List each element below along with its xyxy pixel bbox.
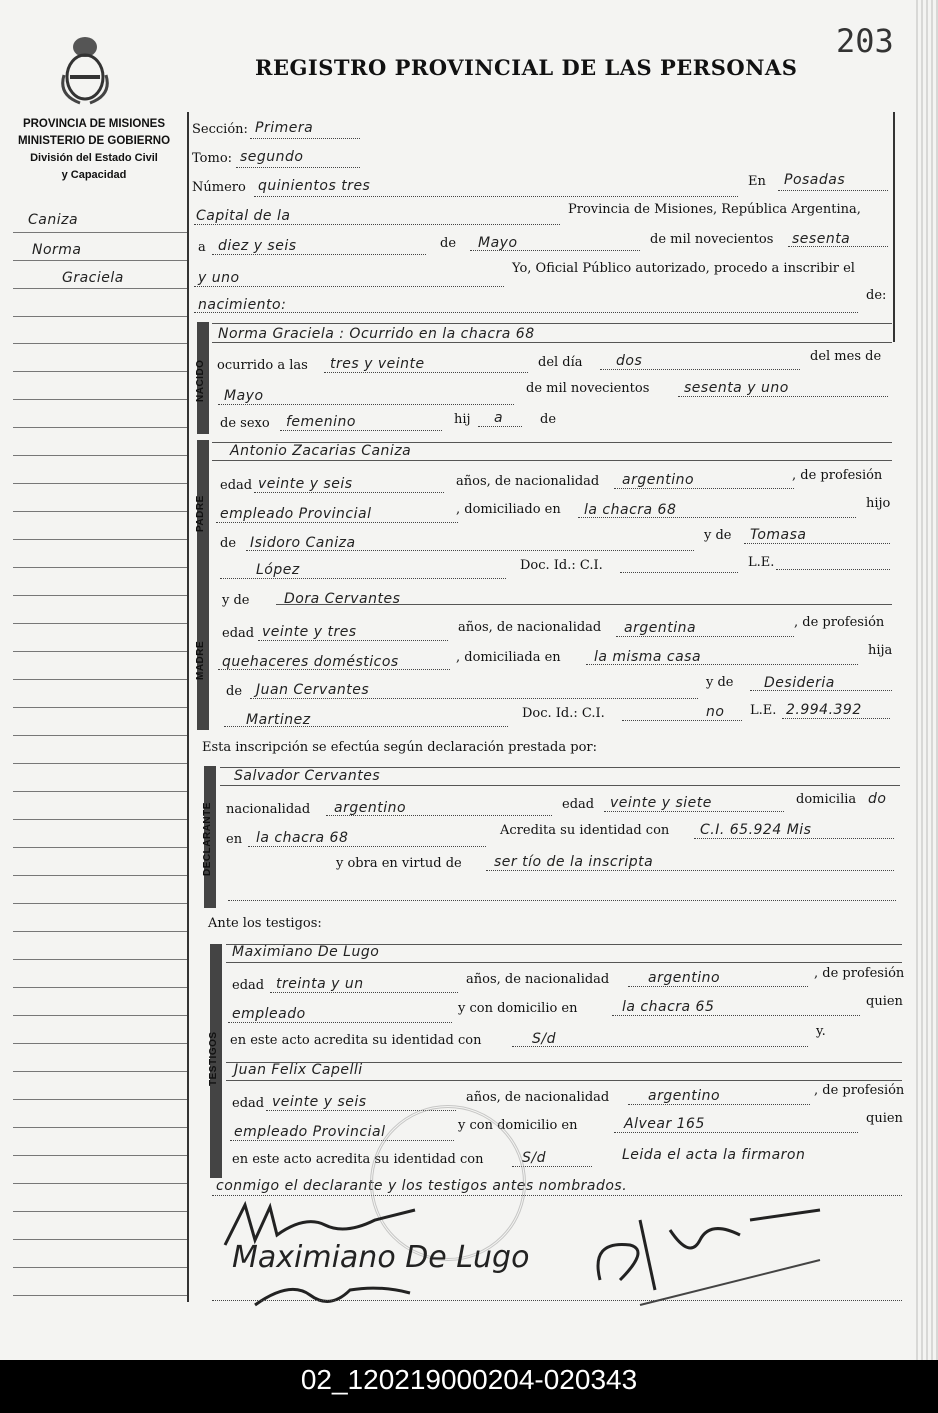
padre-doc-label: Doc. Id.: C.I. xyxy=(520,558,603,573)
t1-acredita: S/d xyxy=(532,1031,556,1047)
page-edge xyxy=(916,0,938,1360)
madre-madre-de: Desideria xyxy=(764,675,835,691)
t2-dom: Alvear 165 xyxy=(624,1116,705,1132)
t2-prof-label: , de profesión xyxy=(814,1083,905,1098)
seccion-label: Sección: xyxy=(192,122,248,137)
madre-padre-de: Juan Cervantes xyxy=(256,682,370,698)
t2-acredita: S/d xyxy=(522,1150,546,1166)
padre-prof: empleado Provincial xyxy=(220,506,372,522)
mil-label: de mil novecientos xyxy=(650,232,774,247)
madre-doc-label: Doc. Id.: C.I. xyxy=(522,706,605,721)
hija-label: hija xyxy=(868,643,893,658)
t1-nombre: Maximiano De Lugo xyxy=(232,944,380,960)
anio-a-value: sesenta xyxy=(792,231,851,247)
del-dia-label: del día xyxy=(538,355,583,370)
padre-nac-label: años, de nacionalidad xyxy=(456,474,600,489)
t2-edad-label: edad xyxy=(232,1096,265,1111)
padre-prof-label: , de profesión xyxy=(792,468,883,483)
nacido-label: NACIDO xyxy=(195,359,206,402)
padre-padre-de: Isidoro Caniza xyxy=(250,535,356,551)
de-colon-label: de: xyxy=(866,288,887,303)
cierre-text: conmigo el declarante y los testigos antes nombrados. xyxy=(216,1178,628,1194)
padre-madre-de2: López xyxy=(256,562,300,578)
declarante-nombre: Salvador Cervantes xyxy=(234,768,381,784)
madre-madre-de2: Martinez xyxy=(246,712,311,728)
ministry-line: MINISTERIO DE GOBIERNO xyxy=(17,135,171,147)
margin-note-name: Norma xyxy=(32,242,82,258)
t1-quien-label: quien xyxy=(866,994,903,1009)
padre-edad-label: edad xyxy=(220,478,253,493)
t1-edad-label: edad xyxy=(232,978,265,993)
t1-prof-label: , de profesión xyxy=(814,966,905,981)
t2-prof: empleado Provincial xyxy=(234,1124,386,1140)
declarante-edad-label: edad xyxy=(562,797,595,812)
padre-nac: argentino xyxy=(622,472,695,488)
padre-le-label: L.E. xyxy=(748,555,775,570)
madre-label: MADRE xyxy=(195,640,206,680)
t2-nac: argentino xyxy=(648,1088,721,1104)
right-border xyxy=(893,112,895,342)
image-caption: 02_120219000204-020343 xyxy=(300,1364,638,1395)
declarante-en: la chacra 68 xyxy=(256,830,349,846)
t1-acredita-label: en este acto acredita su identidad con xyxy=(230,1033,482,1048)
madre-dom-label: , domiciliada en xyxy=(456,650,561,665)
de-label: de xyxy=(440,236,457,251)
nacido-nombre: Norma Graciela : Ocurrido en la chacra 68 xyxy=(218,326,535,342)
declarante-acredita-label: Acredita su identidad con xyxy=(500,823,670,838)
mes-value: Mayo xyxy=(478,235,518,251)
anio-b-value: y uno xyxy=(198,270,240,286)
declarante-nac: argentino xyxy=(334,800,407,816)
t1-dom: la chacra 65 xyxy=(622,999,715,1015)
seccion-value: Primera xyxy=(255,120,314,136)
hora-value: tres y veinte xyxy=(330,356,425,372)
t1-nac-label: años, de nacionalidad xyxy=(466,972,610,987)
signature-testigo2 xyxy=(250,1275,420,1315)
sexo-label: de sexo xyxy=(220,416,270,431)
hij-label: hij xyxy=(454,412,471,427)
nacido-de-label: de xyxy=(540,412,557,427)
t2-nac-label: años, de nacionalidad xyxy=(466,1090,610,1105)
ministry-line: PROVINCIA DE MISIONES xyxy=(22,118,166,130)
t2-acredita-label: en este acto acredita su identidad con xyxy=(232,1152,484,1167)
signature-testigo: Maximiano De Lugo xyxy=(232,1240,530,1275)
declarante-edad: veinte y siete xyxy=(610,795,712,811)
ocurrido-label: ocurrido a las xyxy=(217,358,308,373)
madre-nombre: Dora Cervantes xyxy=(284,591,401,607)
t1-edad: treinta y un xyxy=(276,976,364,992)
signature-oficial xyxy=(580,1200,830,1310)
madre-dom: la misma casa xyxy=(594,649,702,665)
nacido-dia: dos xyxy=(616,353,643,369)
ministry-header xyxy=(8,116,180,184)
declarante-dom: do xyxy=(868,791,887,807)
ministry-line: División del Estado Civil xyxy=(30,152,158,164)
t2-dom-label: y con domicilio en xyxy=(458,1118,578,1133)
declarante-en-label: en xyxy=(226,832,243,847)
padre-nombre: Antonio Zacarias Caniza xyxy=(230,443,412,459)
madre-y-de-label: y de xyxy=(222,593,250,608)
declarante-obra-label: y obra en virtud de xyxy=(336,856,462,871)
t1-prof: empleado xyxy=(232,1006,306,1022)
hijo-label: hijo xyxy=(866,496,891,511)
madre-edad: veinte y tres xyxy=(262,624,357,640)
column-divider xyxy=(187,112,189,1302)
declarante-dom-label: domicilia xyxy=(796,792,857,807)
en-value: Posadas xyxy=(784,172,846,188)
padre-y-de-label: y de xyxy=(704,528,732,543)
t2-leida: Leida el acta la firmaron xyxy=(622,1147,806,1163)
margin-note-name2: Graciela xyxy=(62,270,124,286)
coat-of-arms-icon xyxy=(60,35,110,107)
acto-value: nacimiento: xyxy=(198,297,287,313)
numero-label: Número xyxy=(192,180,246,195)
padre-madre-de: Tomasa xyxy=(750,527,807,543)
madre-prof: quehaceres domésticos xyxy=(222,654,399,670)
t2-nombre: Juan Felix Capelli xyxy=(234,1062,363,1078)
sexo-value: femenino xyxy=(286,414,356,430)
madre-edad-label: edad xyxy=(222,626,255,641)
t2-quien-label: quien xyxy=(866,1111,903,1126)
yo-text: Yo, Oficial Público autorizado, procedo a inscribir el xyxy=(512,261,855,276)
tomo-value: segundo xyxy=(240,149,304,165)
nacido-mes: Mayo xyxy=(224,388,264,404)
en-label: En xyxy=(748,174,766,189)
madre-le-label: L.E. xyxy=(750,703,777,718)
t1-y-label: y. xyxy=(816,1024,826,1039)
nacido-anio: sesenta y uno xyxy=(684,380,789,396)
madre-y-de2-label: y de xyxy=(706,675,734,690)
madre-de-label: de xyxy=(226,684,243,699)
tomo-label: Tomo: xyxy=(192,151,233,166)
declarante-nac-label: nacionalidad xyxy=(226,802,311,817)
del-mes-label: del mes de xyxy=(810,349,882,364)
madre-nac-label: años, de nacionalidad xyxy=(458,620,602,635)
ministry-line: y Capacidad xyxy=(61,169,127,181)
nacido-mil-label: de mil novecientos xyxy=(526,381,650,396)
declarante-obra: ser tío de la inscripta xyxy=(494,854,654,870)
t2-edad: veinte y seis xyxy=(272,1094,367,1110)
madre-nac: argentina xyxy=(624,620,697,636)
padre-dom-label: , domiciliado en xyxy=(456,502,561,517)
madre-prof-label: , de profesión xyxy=(794,615,885,630)
padre-de-label: de xyxy=(220,536,237,551)
dia-value: diez y seis xyxy=(218,238,297,254)
padre-label: PADRE xyxy=(195,495,206,532)
numero-value: quinientos tres xyxy=(258,178,371,194)
provincia-text: Provincia de Misiones, República Argentina, xyxy=(568,202,861,217)
margin-note-surname: Caniza xyxy=(28,212,79,228)
t1-dom-label: y con domicilio en xyxy=(458,1001,578,1016)
padre-edad: veinte y seis xyxy=(258,476,353,492)
t1-nac: argentino xyxy=(648,970,721,986)
testigos-text: Ante los testigos: xyxy=(208,916,322,931)
hij-value: a xyxy=(494,410,504,426)
madre-doc: no xyxy=(706,704,725,720)
testigos-label: TESTIGOS xyxy=(208,1031,219,1086)
declaracion-text: Esta inscripción se efectúa según declaración prestada por: xyxy=(202,740,597,755)
padre-dom: la chacra 68 xyxy=(584,502,677,518)
declarante-acredita: C.I. 65.924 Mis xyxy=(700,822,812,838)
folio-number: 203 xyxy=(836,22,894,60)
a-label: a xyxy=(198,240,206,255)
capital-value: Capital de la xyxy=(196,208,291,224)
document-title: REGISTRO PROVINCIAL DE LAS PERSONAS xyxy=(255,55,798,80)
declarante-label: DECLARANTE xyxy=(202,802,213,876)
madre-le: 2.994.392 xyxy=(786,702,862,718)
